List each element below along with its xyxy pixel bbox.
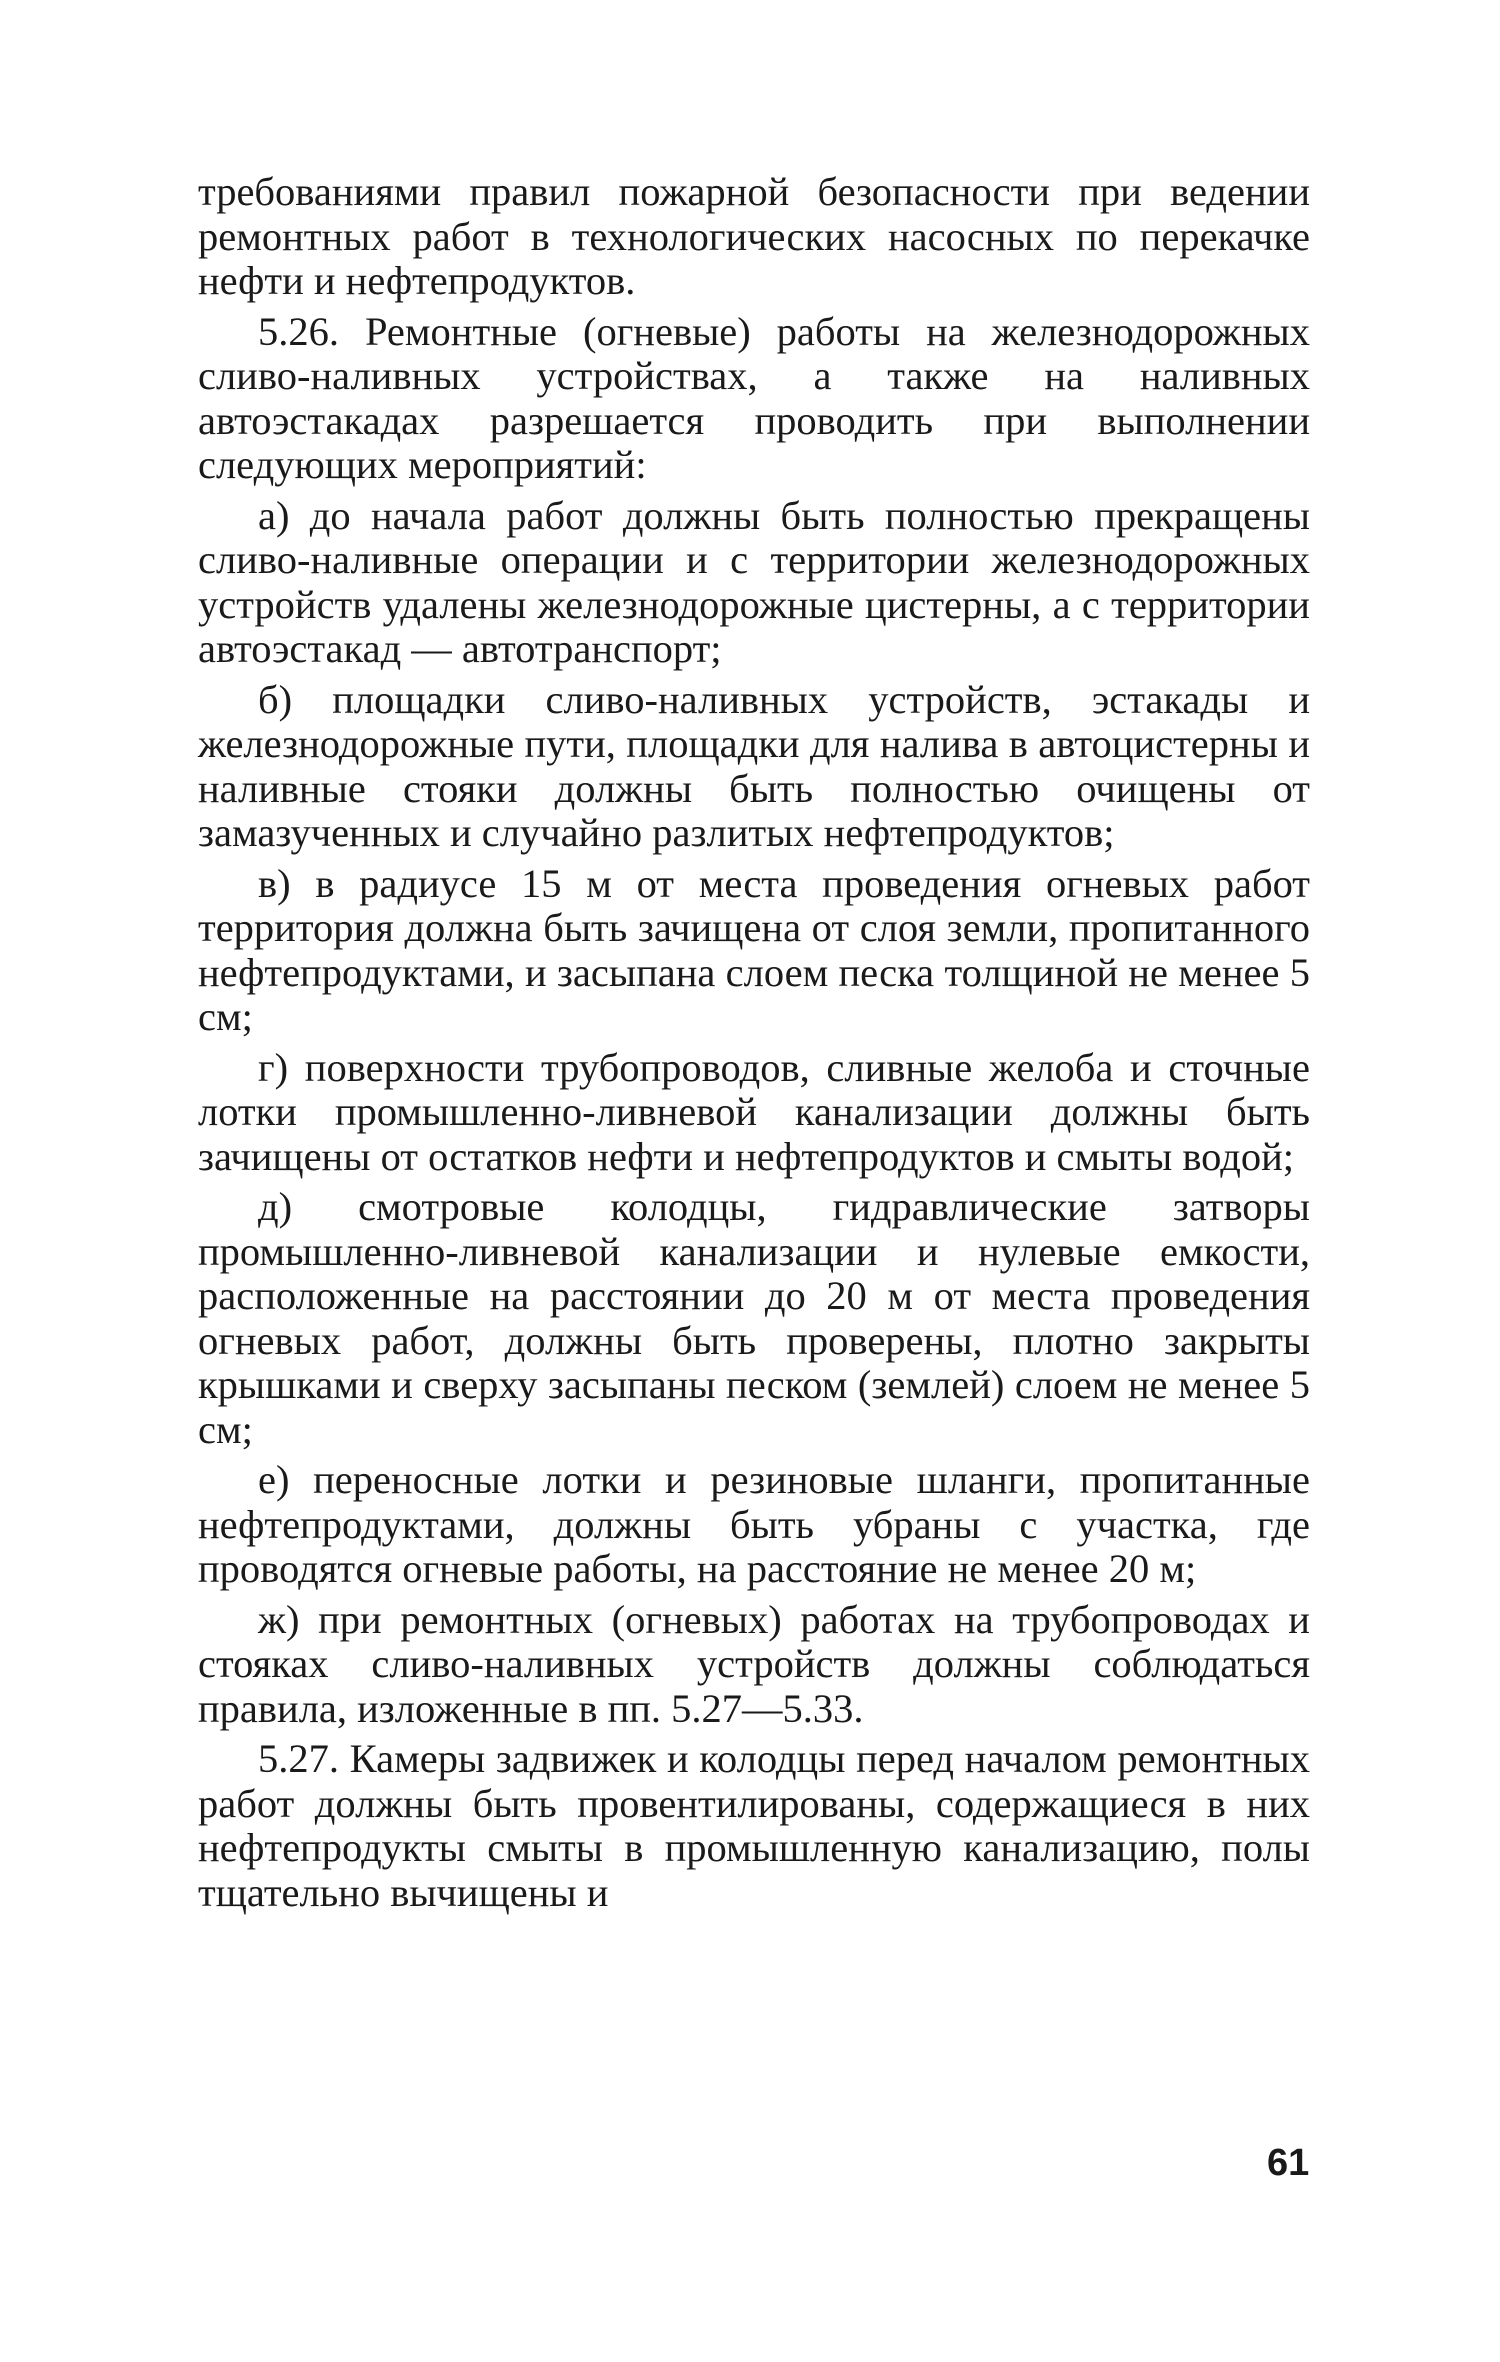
list-item-b: б) площадки сливо-наливных устройств, эстакады и железнодорожные пути, площадки для налива в автоцистерны и наливные стояки должны быть полностью очищены от замазученных и случайно разлитых нефтепродуктов; bbox=[198, 676, 1310, 855]
paragraph-5-27: 5.27. Камеры задвижек и колодцы перед началом ремонтных работ должны быть провентилированы, содержащиеся в них нефтепродукты смыты в промышленную канализацию, полы тщательно вычищены и bbox=[198, 1736, 1310, 1915]
list-item-g: г) поверхности трубопроводов, сливные желоба и сточные лотки промышленно-ливневой канализации должны быть зачищены от остатков нефти и нефтепродуктов и смыты водой; bbox=[198, 1044, 1310, 1179]
list-item-a: а) до начала работ должны быть полностью прекращены сливо-наливные операции и с территории железнодорожных устройств удалены железнодорожные цистерны, а с территории автоэстакад — автотранспорт; bbox=[198, 492, 1310, 671]
list-item-d: д) смотровые колодцы, гидравлические затворы промышленно-ливневой канализации и нулевые емкости, расположенные на расстоянии до 20 м от места проведения огневых работ, должны быть проверены, плотно закрыты крышками и сверху засыпаны песком (землей) слоем не менее 5 см; bbox=[198, 1184, 1310, 1452]
page-number: 61 bbox=[1267, 2142, 1310, 2184]
list-item-zh: ж) при ремонтных (огневых) работах на трубопроводах и стояках сливо-наливных устройств должны соблюдаться правила, изложенные в пп. 5.27—5.33. bbox=[198, 1596, 1310, 1731]
paragraph-5-26: 5.26. Ремонтные (огневые) работы на железнодорожных сливо-наливных устройствах, а также на наливных автоэстакадах разрешается проводить при выполнении следующих мероприятий: bbox=[198, 308, 1310, 487]
list-item-e: е) переносные лотки и резиновые шланги, пропитанные нефтепродуктами, должны быть убраны с участка, где проводятся огневые работы, на расстояние не менее 20 м; bbox=[198, 1457, 1310, 1591]
list-item-v: в) в радиусе 15 м от места проведения огневых работ территория должна быть зачищена от слоя земли, пропитанного нефтепродуктами, и засыпана слоем песка толщиной не менее 5 см; bbox=[198, 860, 1310, 1039]
page-body bbox=[198, 170, 1310, 1921]
paragraph-continuation: требованиями правил пожарной безопасности при ведении ремонтных работ в технологических насосных по перекачке нефти и нефтепродуктов. bbox=[198, 169, 1310, 303]
